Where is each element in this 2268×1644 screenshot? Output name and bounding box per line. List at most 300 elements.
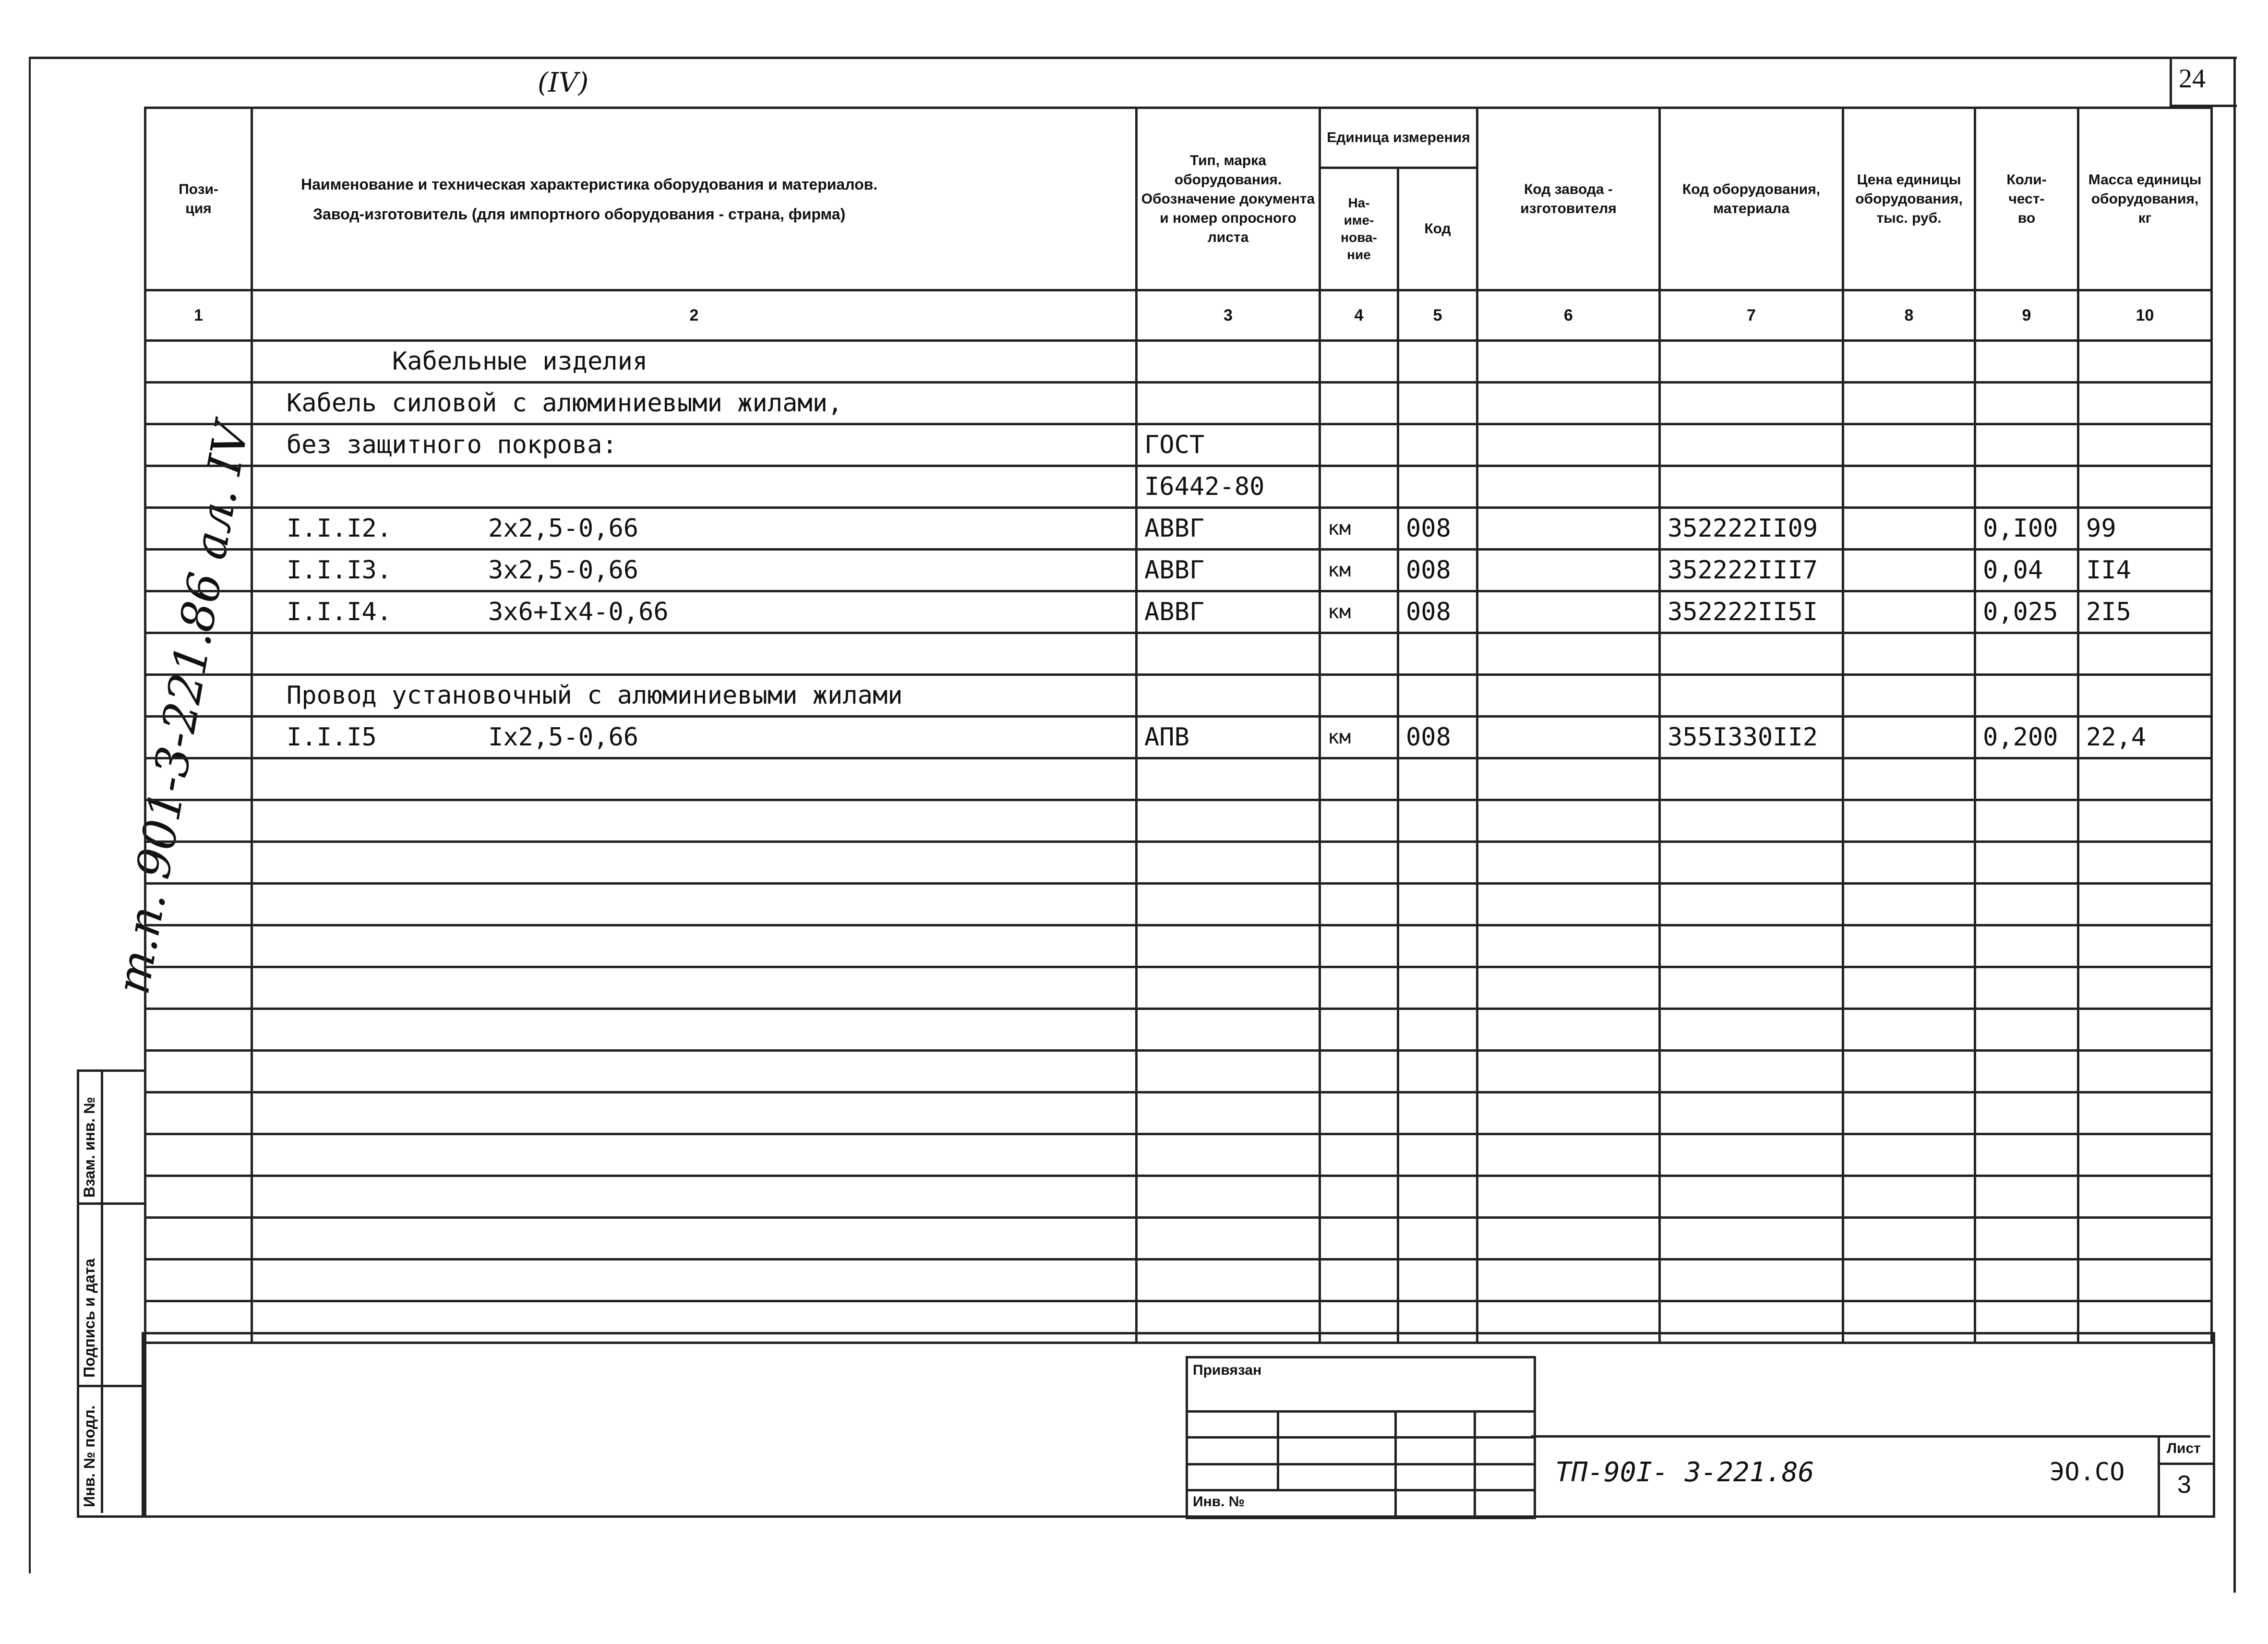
cell-mass: 2I5	[2078, 591, 2212, 633]
item-name: Кабельные изделия	[392, 347, 648, 376]
cell-empty	[1975, 800, 2078, 842]
cell-type: АВВГ	[1137, 508, 1320, 550]
cell-empty	[2078, 1051, 2212, 1092]
cell-empty	[2078, 884, 2212, 925]
cell-name	[252, 341, 1137, 383]
linked-stamp-line-2	[1188, 1436, 1534, 1439]
cell-position-column	[145, 424, 252, 466]
cell-empty	[1320, 1092, 1398, 1134]
cell-empty	[1320, 1176, 1398, 1218]
cell-empty	[1398, 1218, 1477, 1260]
header-factory-code: Код завода - изготовителя	[1477, 108, 1660, 290]
cell-factory	[1477, 550, 1660, 591]
table-row-empty	[145, 1218, 2212, 1260]
cell-name	[252, 466, 1137, 508]
cell-unit: км	[1320, 508, 1398, 550]
cell-mass: 22,4	[2078, 717, 2212, 758]
cell-empty	[1137, 884, 1320, 925]
cell-unit	[1320, 383, 1398, 424]
cell-mass: 99	[2078, 508, 2212, 550]
table-row	[145, 466, 2212, 508]
sheet-value: 3	[2177, 1471, 2191, 1499]
cell-empty	[1660, 1218, 1843, 1260]
table-row-empty	[145, 1260, 2212, 1301]
side-stamp-inner-line	[101, 1069, 103, 1513]
cell-empty	[1398, 1260, 1477, 1301]
cell-type	[1137, 341, 1320, 383]
cell-empty	[1137, 800, 1320, 842]
cell-empty	[1137, 758, 1320, 800]
cell-factory	[1477, 591, 1660, 633]
side-stamp-divider-1	[77, 1202, 144, 1205]
cell-empty	[1320, 1051, 1398, 1092]
cell-empty	[1477, 1009, 1660, 1051]
table-row	[145, 341, 2212, 383]
cell-position-column	[145, 466, 252, 508]
cell-name	[252, 633, 1137, 675]
table-row-empty	[145, 967, 2212, 1009]
cell-qty	[1975, 341, 2078, 383]
cell-factory	[1477, 341, 1660, 383]
linked-label: Привязан	[1193, 1362, 1262, 1378]
cell-code: 008	[1398, 508, 1477, 550]
col-number-2: 2	[252, 290, 1137, 341]
cell-unit	[1320, 633, 1398, 675]
cell-empty	[1843, 925, 1975, 967]
item-name: 2х2,5-0,66	[488, 514, 639, 543]
header-name	[252, 108, 1137, 290]
cell-empty	[1398, 1092, 1477, 1134]
cell-mat-code	[1660, 341, 1843, 383]
table-row-empty	[145, 800, 2212, 842]
cell-empty	[1660, 1092, 1843, 1134]
sheet-variant-mark: (IV)	[538, 67, 589, 98]
cell-type: I6442-80	[1137, 466, 1320, 508]
cell-name	[252, 550, 1137, 591]
cell-empty	[1398, 925, 1477, 967]
sheet-label: Лист	[2167, 1440, 2201, 1456]
cell-empty	[1660, 884, 1843, 925]
cell-empty	[1975, 1176, 2078, 1218]
table-row	[145, 633, 2212, 675]
cell-qty: 0,04	[1975, 550, 2078, 591]
cell-empty	[1398, 842, 1477, 884]
side-stamp-divider-2	[77, 1385, 144, 1387]
cell-empty	[1975, 1051, 2078, 1092]
cell-price	[1843, 383, 1975, 424]
cell-empty	[1477, 925, 1660, 967]
cell-empty	[252, 758, 1137, 800]
cell-mass	[2078, 466, 2212, 508]
cell-empty	[1975, 1092, 2078, 1134]
cell-qty: 0,200	[1975, 717, 2078, 758]
cell-mass: II4	[2078, 550, 2212, 591]
table-row-empty	[145, 1176, 2212, 1218]
cell-empty	[1843, 1134, 1975, 1176]
header-name-line1: Наименование и техническая характеристика оборудования и материалов.	[301, 175, 878, 193]
cell-price	[1843, 550, 1975, 591]
side-stamp-signature-date: Подпись и дата	[81, 1259, 98, 1378]
cell-empty	[252, 1134, 1137, 1176]
col-number-3: 3	[1137, 290, 1320, 341]
cell-factory	[1477, 383, 1660, 424]
cell-empty	[1137, 1009, 1320, 1051]
cell-empty	[1660, 967, 1843, 1009]
cell-mat-code: 352222II5I	[1660, 591, 1843, 633]
cell-empty	[1320, 1134, 1398, 1176]
linked-stamp-vline-1	[1277, 1410, 1279, 1489]
cell-empty	[1843, 1218, 1975, 1260]
cell-empty	[1975, 1009, 2078, 1051]
cell-code	[1398, 633, 1477, 675]
section-code: ЭО.СО	[2050, 1458, 2125, 1487]
specification-table	[144, 107, 2213, 1344]
cell-empty	[252, 1260, 1137, 1301]
table-row	[145, 508, 2212, 550]
cell-empty	[1398, 1009, 1477, 1051]
cell-qty	[1975, 466, 2078, 508]
header-unit-name: На- име- нова- ние	[1320, 168, 1398, 290]
table-row	[145, 717, 2212, 758]
cell-empty	[1320, 1218, 1398, 1260]
cell-empty	[252, 1176, 1137, 1218]
sheet-box	[2158, 1438, 2213, 1515]
cell-empty	[1477, 1134, 1660, 1176]
cell-empty	[1660, 1134, 1843, 1176]
cell-unit: км	[1320, 717, 1398, 758]
cell-unit	[1320, 341, 1398, 383]
side-stamp-inv-original: Инв. № подл.	[81, 1405, 98, 1507]
table-row	[145, 424, 2212, 466]
item-name: Провод установочный с алюминиевыми жилами	[287, 681, 903, 710]
cell-name	[252, 675, 1137, 717]
cell-position-column	[145, 383, 252, 424]
top-sheet-number-box	[2170, 57, 2237, 107]
cell-empty	[1137, 842, 1320, 884]
cell-empty	[1137, 925, 1320, 967]
top-sheet-number: 24	[2179, 64, 2206, 94]
cell-empty	[2078, 1176, 2212, 1218]
cell-empty	[1477, 884, 1660, 925]
cell-empty	[1477, 1218, 1660, 1260]
cell-empty	[1137, 1051, 1320, 1092]
inv-label: Инв. №	[1193, 1494, 1245, 1510]
cell-mat-code	[1660, 383, 1843, 424]
cell-empty	[1843, 884, 1975, 925]
cell-price	[1843, 508, 1975, 550]
cell-empty	[252, 967, 1137, 1009]
col-number-7: 7	[1660, 290, 1843, 341]
cell-code: 008	[1398, 717, 1477, 758]
linked-stamp-vline-3	[1474, 1410, 1476, 1517]
margin-document-code: т.п. 901-3-221.86 ал. IV	[106, 418, 259, 998]
cell-qty	[1975, 633, 2078, 675]
cell-mat-code	[1660, 633, 1843, 675]
cell-price	[1843, 424, 1975, 466]
table-row-empty	[145, 842, 2212, 884]
cell-type: ГОСТ	[1137, 424, 1320, 466]
cell-type	[1137, 633, 1320, 675]
cell-unit: км	[1320, 591, 1398, 633]
cell-empty	[1843, 1092, 1975, 1134]
cell-mat-code: 355I330II2	[1660, 717, 1843, 758]
header-unit-code: Код	[1398, 168, 1477, 290]
cell-empty	[1843, 1260, 1975, 1301]
cell-empty	[1320, 967, 1398, 1009]
cell-code	[1398, 466, 1477, 508]
col-number-5: 5	[1398, 290, 1477, 341]
cell-empty	[1320, 842, 1398, 884]
cell-position-column	[145, 591, 252, 633]
cell-empty	[1137, 1176, 1320, 1218]
cell-empty	[145, 884, 252, 925]
cell-empty	[1320, 758, 1398, 800]
col-number-8: 8	[1843, 290, 1975, 341]
table-row-empty	[145, 925, 2212, 967]
cell-empty	[252, 925, 1137, 967]
linked-stamp-line-3	[1188, 1463, 1534, 1465]
cell-empty	[252, 1051, 1137, 1092]
cell-empty	[1975, 1260, 2078, 1301]
cell-empty	[145, 800, 252, 842]
cell-empty	[252, 1009, 1137, 1051]
cell-empty	[2078, 842, 2212, 884]
cell-factory	[1477, 675, 1660, 717]
cell-type: АВВГ	[1137, 591, 1320, 633]
cell-empty	[2078, 967, 2212, 1009]
cell-empty	[1843, 967, 1975, 1009]
table-row	[145, 675, 2212, 717]
cell-empty	[1477, 1051, 1660, 1092]
cell-empty	[1320, 800, 1398, 842]
cell-position-column	[145, 508, 252, 550]
cell-empty	[1477, 758, 1660, 800]
cell-empty	[1320, 1009, 1398, 1051]
cell-empty	[1660, 925, 1843, 967]
cell-position-column	[145, 341, 252, 383]
table-row-empty	[145, 758, 2212, 800]
cell-name	[252, 591, 1137, 633]
cell-empty	[1843, 842, 1975, 884]
cell-empty	[1398, 758, 1477, 800]
linked-stamp-line-1	[1188, 1410, 1534, 1413]
cell-empty	[1975, 925, 2078, 967]
cell-empty	[1660, 1051, 1843, 1092]
cell-empty	[1660, 842, 1843, 884]
cell-empty	[145, 1009, 252, 1051]
document-code-block	[1531, 1435, 2210, 1515]
cell-unit	[1320, 466, 1398, 508]
cell-empty	[1660, 1260, 1843, 1301]
cell-empty	[2078, 925, 2212, 967]
cell-factory	[1477, 633, 1660, 675]
cell-empty	[1975, 842, 2078, 884]
table-row	[145, 591, 2212, 633]
cell-type	[1137, 675, 1320, 717]
cell-empty	[2078, 1009, 2212, 1051]
cell-price	[1843, 717, 1975, 758]
item-name: 3х6+Iх4-0,66	[488, 598, 669, 626]
cell-mass	[2078, 341, 2212, 383]
cell-empty	[1137, 1092, 1320, 1134]
header-name-line2: Завод-изготовитель (для импортного оборудования - страна, фирма)	[313, 205, 846, 223]
cell-mass	[2078, 633, 2212, 675]
side-stamp-replace-inv: Взам. инв. №	[81, 1097, 98, 1198]
col-number-6: 6	[1477, 290, 1660, 341]
cell-name	[252, 424, 1137, 466]
cell-code: 008	[1398, 591, 1477, 633]
cell-empty	[1137, 1218, 1320, 1260]
cell-position-column	[145, 675, 252, 717]
cell-factory	[1477, 717, 1660, 758]
table-row-empty	[145, 1051, 2212, 1092]
cell-empty	[252, 842, 1137, 884]
cell-factory	[1477, 508, 1660, 550]
cell-empty	[1975, 967, 2078, 1009]
column-number-row	[145, 290, 2212, 341]
cell-type	[1137, 383, 1320, 424]
cell-empty	[145, 1260, 252, 1301]
linked-stamp-vline-2	[1394, 1410, 1397, 1517]
cell-empty	[1975, 758, 2078, 800]
sheet-box-divider	[2160, 1463, 2213, 1465]
cell-empty	[1660, 1009, 1843, 1051]
col-number-4: 4	[1320, 290, 1398, 341]
cell-position-column	[145, 550, 252, 591]
frame-left-line	[29, 57, 31, 1573]
document-code: ТП-90I- 3-221.86	[1555, 1457, 1814, 1488]
cell-name	[252, 717, 1137, 758]
col-number-1: 1	[145, 290, 252, 341]
cell-code: 008	[1398, 550, 1477, 591]
cell-empty	[1975, 884, 2078, 925]
cell-empty	[1660, 758, 1843, 800]
cell-empty	[1398, 800, 1477, 842]
cell-empty	[2078, 1092, 2212, 1134]
position-code: I.I.I3.	[287, 556, 392, 585]
cell-empty	[1477, 1092, 1660, 1134]
position-code: I.I.I4.	[287, 598, 392, 626]
cell-empty	[2078, 1218, 2212, 1260]
cell-empty	[145, 842, 252, 884]
cell-empty	[252, 1092, 1137, 1134]
cell-empty	[252, 884, 1137, 925]
cell-empty	[1398, 1176, 1477, 1218]
header-price: Цена единицы оборудования, тыс. руб.	[1843, 108, 1975, 290]
cell-empty	[145, 967, 252, 1009]
table-row-empty	[145, 1009, 2212, 1051]
cell-empty	[2078, 758, 2212, 800]
table-row-empty	[145, 1134, 2212, 1176]
col-number-10: 10	[2078, 290, 2212, 341]
cell-empty	[1477, 842, 1660, 884]
cell-empty	[1477, 967, 1660, 1009]
cell-qty	[1975, 424, 2078, 466]
cell-empty	[1320, 1260, 1398, 1301]
cell-position-column	[145, 717, 252, 758]
item-name: Iх2,5-0,66	[488, 723, 639, 752]
header-mass: Масса единицы оборудования, кг	[2078, 108, 2212, 290]
cell-empty	[1398, 1051, 1477, 1092]
cell-qty	[1975, 675, 2078, 717]
cell-mass	[2078, 383, 2212, 424]
cell-price	[1843, 591, 1975, 633]
cell-empty	[1477, 1176, 1660, 1218]
cell-name	[252, 383, 1137, 424]
cell-empty	[145, 758, 252, 800]
table-row	[145, 550, 2212, 591]
cell-mat-code	[1660, 675, 1843, 717]
position-code: I.I.I5	[287, 723, 377, 752]
cell-empty	[2078, 1260, 2212, 1301]
specification-body	[145, 341, 2212, 1343]
table-row	[145, 383, 2212, 424]
cell-empty	[1660, 800, 1843, 842]
cell-empty	[2078, 1134, 2212, 1176]
cell-qty: 0,025	[1975, 591, 2078, 633]
cell-code	[1398, 675, 1477, 717]
table-row-empty	[145, 1092, 2212, 1134]
cell-mass	[2078, 675, 2212, 717]
item-name: без защитного покрова:	[287, 431, 617, 459]
cell-empty	[1137, 1260, 1320, 1301]
cell-type: АВВГ	[1137, 550, 1320, 591]
linked-stamp	[1186, 1356, 1536, 1519]
cell-name	[252, 508, 1137, 550]
cell-empty	[1975, 1218, 2078, 1260]
cell-mass	[2078, 424, 2212, 466]
cell-empty	[1320, 884, 1398, 925]
cell-price	[1843, 633, 1975, 675]
cell-empty	[2078, 800, 2212, 842]
col-number-9: 9	[1975, 290, 2078, 341]
cell-empty	[1843, 1009, 1975, 1051]
cell-empty	[1843, 1176, 1975, 1218]
cell-empty	[1477, 1260, 1660, 1301]
header-row	[145, 108, 2212, 168]
cell-unit: км	[1320, 550, 1398, 591]
cell-empty	[1398, 1134, 1477, 1176]
cell-empty	[1398, 884, 1477, 925]
cell-empty	[1320, 925, 1398, 967]
header-type: Тип, марка оборудования. Обозначение документа и номер опросного листа	[1137, 108, 1320, 290]
cell-price	[1843, 466, 1975, 508]
cell-code	[1398, 424, 1477, 466]
cell-mat-code	[1660, 424, 1843, 466]
item-name: Кабель силовой с алюминиевыми жилами,	[287, 389, 843, 418]
table-row-empty	[145, 884, 2212, 925]
frame-right-line	[2233, 57, 2236, 1593]
cell-factory	[1477, 466, 1660, 508]
cell-empty	[1660, 1176, 1843, 1218]
cell-type: АПВ	[1137, 717, 1320, 758]
cell-code	[1398, 341, 1477, 383]
cell-unit	[1320, 424, 1398, 466]
cell-qty	[1975, 383, 2078, 424]
cell-empty	[145, 1051, 252, 1092]
cell-empty	[1137, 967, 1320, 1009]
header-position: Пози- ция	[145, 108, 252, 290]
cell-empty	[1975, 1134, 2078, 1176]
cell-empty	[145, 1092, 252, 1134]
cell-empty	[1137, 1134, 1320, 1176]
cell-empty	[145, 925, 252, 967]
cell-empty	[145, 1134, 252, 1176]
cell-empty	[1843, 800, 1975, 842]
cell-empty	[145, 1176, 252, 1218]
cell-qty: 0,I00	[1975, 508, 2078, 550]
linked-stamp-line-4	[1188, 1489, 1534, 1491]
